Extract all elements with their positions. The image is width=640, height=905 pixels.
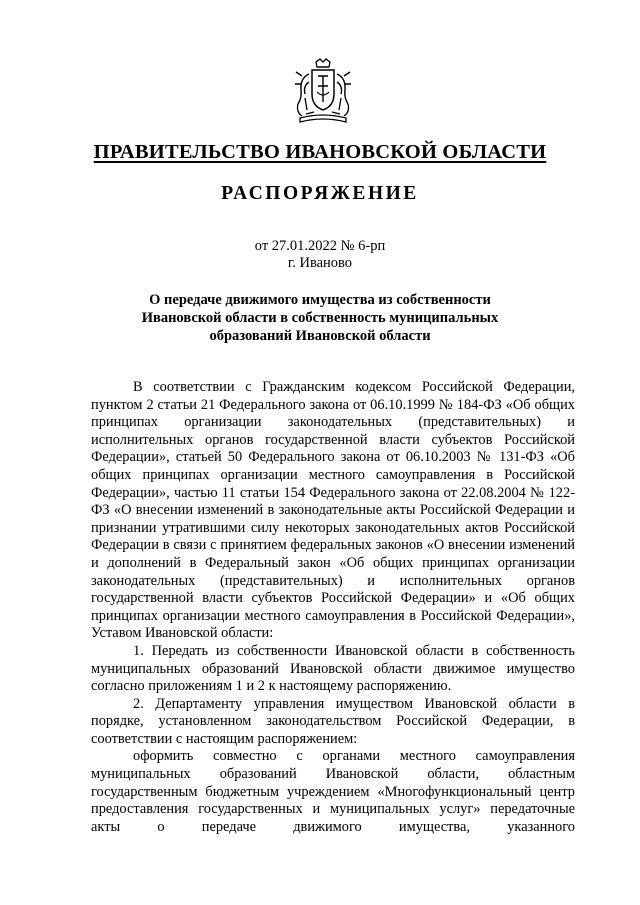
- document-body: [91, 379, 575, 836]
- document-subject: [0, 291, 640, 345]
- government-title: ПРАВИТЕЛЬСТВО ИВАНОВСКОЙ ОБЛАСТИ: [93, 141, 547, 163]
- item-2-paragraph: 2. Департаменту управления имуществом Ивановской области в порядке, установленном законодательством Российской Федерации, в соответствии с настоящим распоряжением:: [91, 695, 575, 747]
- document-type-heading: РАСПОРЯЖЕНИЕ: [221, 183, 419, 204]
- subject-line: Ивановской области в собственность муниципальных: [141, 310, 499, 326]
- subject-line: образований Ивановской области: [209, 328, 431, 344]
- preamble-paragraph: В соответствии с Гражданским кодексом Российской Федерации, пунктом 2 статьи 21 Федерального закона от 06.10.1999 № 184-ФЗ «Об общих принципах организации законодательных (представительных) и исполнительных органов государственной власти субъектов Российской Федерации», статьей 50 Федерального закона от 06.10.2003 № 131-ФЗ «Об общих принципах организации местного самоуправления в Российской Федерации», частью 11 статьи 154 Федерального закона от 22.08.2004 № 122-ФЗ «О внесении изменений в законодательные акты Российской Федерации и признании утратившими силу некоторых законодательных актов Российской Федерации в связи с принятием федеральных законов «О внесении изменений и дополнений в Федеральный закон «Об общих принципах организации законодательных (представительных) и исполнительных органов государственной власти субъектов Российской Федерации» и «Об общих принципах организации местного самоуправления в Российской Федерации», Уставом Ивановской области:: [91, 379, 575, 642]
- city: г. Иваново: [287, 255, 353, 271]
- coat-of-arms-icon: [292, 58, 354, 124]
- date-number: от 27.01.2022 № 6-рп: [254, 238, 386, 254]
- item-1-paragraph: 1. Передать из собственности Ивановской области в собственность муниципальных образований Ивановской области движимое имущество согласно приложениям 1 и 2 к настоящему распоряжению.: [91, 642, 575, 695]
- document-meta: [0, 238, 640, 272]
- item-2-subparagraph: оформить совместно с органами местного самоуправления муниципальных образований Ивановской области, областным государственным бюджетным учреждением «Многофункциональный центр предоставления государственных и муниципальных услуг» передаточные акты о передаче движимого имущества, указанного: [91, 748, 575, 835]
- subject-line: О передаче движимого имущества из собственности: [149, 292, 491, 308]
